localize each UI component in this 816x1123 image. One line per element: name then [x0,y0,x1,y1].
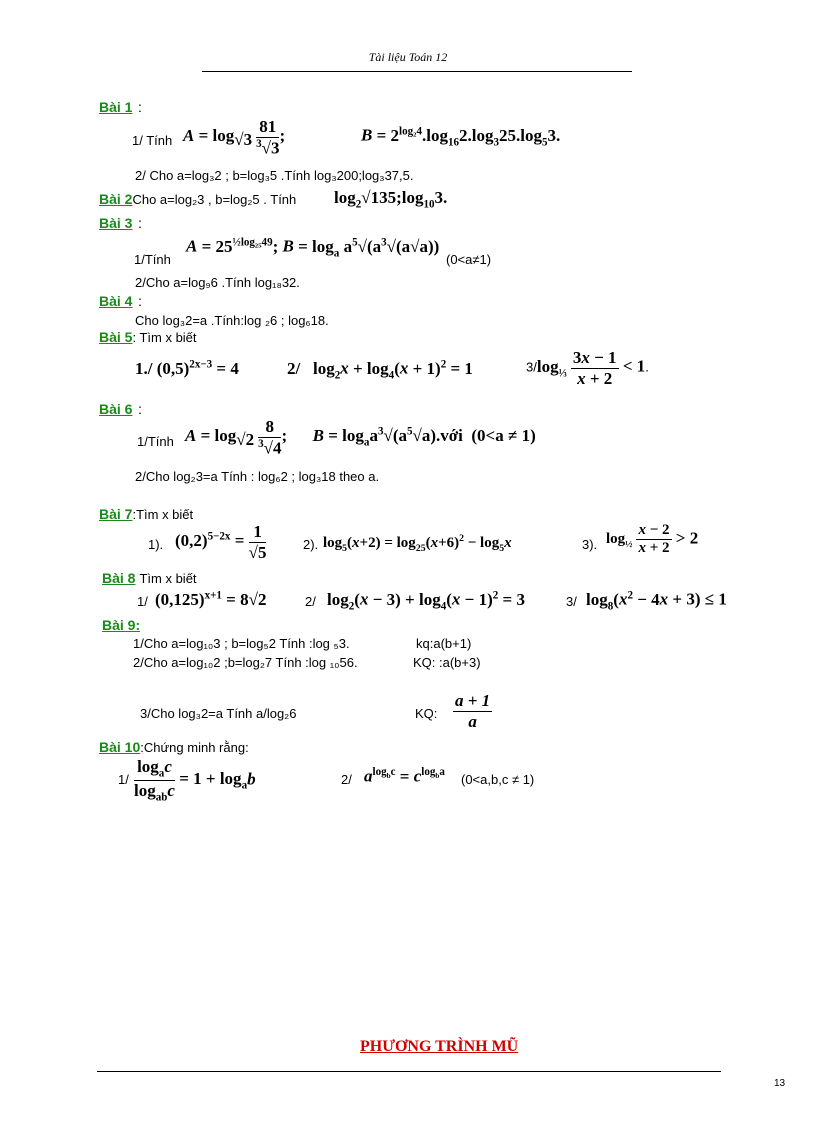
bai8-p1: 1/ [137,594,148,609]
section-title: PHƯƠNG TRÌNH MŨ [360,1038,519,1055]
bai5-eq3: $3/\log_{\frac{1}{3}}$ $\frac{3x - 1}{x + 2}$ < 1. [526,348,649,388]
bai7-title: :Tìm x biết [132,507,194,522]
bai10-title: :Chứng minh rằng: [140,740,249,755]
bai8-title: Tìm x biết [139,571,197,586]
bai8-p3: 3/ [566,594,577,609]
bai2-label: Bài 2 [99,191,133,207]
bai5-title: : Tìm x biết [132,330,197,345]
bai5-eq2: 2/ $\log_2x + \log_4(x + 1)^2 = 1$ [287,358,473,382]
bai1-label: Bài 1 [99,99,133,115]
bai7-eq3: $\log_{\frac{1}{2}}$ $\frac{x - 2}{x + 2}$ > 2 [606,522,699,557]
bai3-condition: (0<a≠1) [446,252,492,267]
header-rule [202,71,632,72]
bai8-eq3: $\log_8(x^2 - 4x + 3) \le 1$ [586,589,727,613]
bai9-l1-kq: kq:a(b+1) [416,636,472,651]
bai10-condition: (0<a,b,c ≠ 1) [461,772,535,787]
bai8-label: Bài 8 [102,570,136,586]
page-number: 13 [774,1078,786,1089]
footer-rule [97,1071,721,1072]
bai1-formula-b: $B = 2^{log_24}.\log_{16}2.\log_325.\log_53$. [361,125,561,149]
bai8-eq1: $(0,125)^{x+1} = 8√2$ [155,589,267,609]
bai7-p3: 3). [582,537,598,552]
bai10-eq2: $a^{log_bc} = c^{log_ba}$ [364,766,445,786]
bai2-text: Cho a=log₂3 , b=log₂5 . Tính [132,192,297,207]
bai6-label: Bài 6 [99,401,133,417]
bai3-formula: $A = 25^{\frac{1}{2}log_{25}49}$; $B = \log_a a^5√(a^3√(a√a))$ [186,236,440,260]
bai9-l3-kq-formula: $\frac{a + 1}{a}$ [455,691,491,731]
bai7-p2: 2). [303,537,319,552]
bai2-formula: $\log_2√135;\log_{10}3$. [334,188,448,211]
bai9-l2: 2/Cho a=log₁₀2 ;b=log₂7 Tính :log ₁₀56. [133,655,358,670]
bai3-q2: 2/Cho a=log₉6 .Tính log₁₈32. [135,275,300,290]
bai8-p2: 2/ [305,594,316,609]
bai1-formula-a: $A = \log_{√3}$ $\frac{81}{^3√3}$ ; [183,117,286,158]
bai3-label: Bài 3 [99,215,133,231]
page-header-title: Tài liệu Toán 12 [368,50,448,64]
bai4-text: Cho log₃2=a .Tính:log ₂6 ; log₆18. [135,313,329,328]
bai5-eq1: 1./ $(0,5)^{2x-3} = 4$ [135,358,239,378]
bai7-eq2: $\log_5(x+2) = \log_{25}(x+6)^2 - \log_5x$ [323,533,512,554]
bai10-p1: 1/ [118,772,129,787]
bai9-l2-kq: KQ: :a(b+3) [413,655,481,670]
bai10-p2: 2/ [341,772,352,787]
bai6-q1-prefix: 1/Tính [137,434,174,449]
bai1-q2: 2/ Cho a=log₃2 ; b=log₃5 .Tính log₃200;log₃37,5. [135,168,414,183]
bai6-q2: 2/Cho log₂3=a Tính : log₆2 ; log₃18 theo a. [135,469,380,484]
bai9-l3-kq: KQ: [415,706,438,721]
bai9-l3: 3/Cho log₃2=a Tính a/log₂6 [140,706,297,721]
bai9-l1: 1/Cho a=log₁₀3 ; b=log₅2 Tính :log ₅3. [133,636,350,651]
bai8-eq2: $\log_2(x - 3) + \log_4(x - 1)^2 = 3$ [327,589,525,613]
bai10-eq1: $\frac{\log_ac}{\log_{ab}c}$ = $1 + \log_ab$ [134,757,256,804]
bai3-q1-prefix: 1/Tính [134,252,171,267]
bai5-label: Bài 5 [99,329,133,345]
bai7-eq1: $(0,2)^{5-2x}$ = $\frac{1}{√5}$ [175,522,267,562]
bai10-label: Bài 10 [99,739,141,755]
bai7-label: Bài 7 [99,506,133,522]
bai7-p1: 1). [148,537,164,552]
bai1-q1-prefix: 1/ Tính [132,133,173,148]
bai6-formula: $A = \log_{√2}$ $\frac{8}{^3√4}$ ; $B = \log_aa^3√(a^5√a).với$ (0<a ≠ 1) [185,417,536,458]
bai9-label: Bài 9: [102,617,141,633]
bai4-label: Bài 4 [99,293,133,309]
